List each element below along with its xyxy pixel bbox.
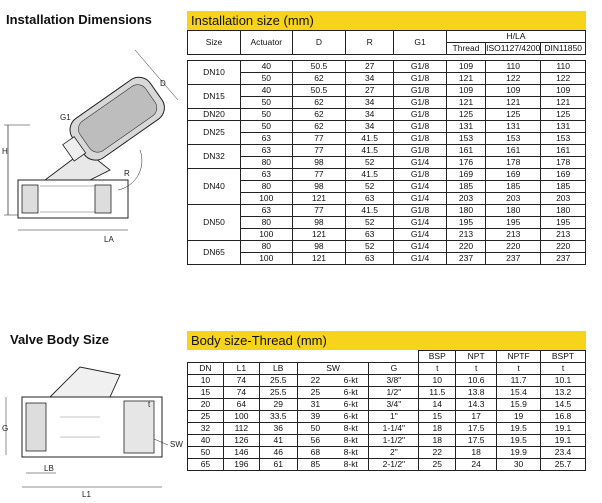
header-dn: DN	[188, 363, 224, 375]
size-cell: DN20	[188, 109, 241, 121]
table-cell: 161	[486, 145, 541, 157]
table-cell: 52	[346, 181, 394, 193]
table-cell: 122	[486, 73, 541, 85]
table-cell: 8-kt	[333, 423, 369, 435]
header-nptf: NPTF	[497, 351, 541, 363]
table-cell: 180	[541, 205, 586, 217]
table-cell: 63	[346, 229, 394, 241]
table-row	[188, 217, 586, 229]
header-g1: G1	[394, 31, 447, 55]
table-cell: 34	[346, 97, 394, 109]
table-row	[188, 109, 586, 121]
table-cell: 62	[292, 121, 346, 133]
table-cell: 153	[446, 133, 485, 145]
table-cell: 6-kt	[333, 411, 369, 423]
d-label: D	[160, 79, 166, 88]
table-cell: 185	[486, 181, 541, 193]
table-cell: 10	[419, 375, 456, 387]
table-cell: G1/8	[394, 85, 447, 97]
table-cell: G1/8	[394, 133, 447, 145]
table-cell: 11.5	[419, 387, 456, 399]
table-cell: 1-1/2"	[369, 435, 419, 447]
table-cell: 121	[292, 193, 346, 205]
table-cell: 121	[541, 97, 586, 109]
table-cell: 63	[240, 169, 292, 181]
table-cell: 203	[486, 193, 541, 205]
table-cell: 62	[292, 73, 346, 85]
table-cell: 50.5	[292, 85, 346, 97]
table-cell: G1/8	[394, 61, 447, 73]
table-cell: 68	[297, 447, 333, 459]
table-cell: 77	[292, 145, 346, 157]
table-row	[188, 229, 586, 241]
table-cell: 32	[188, 423, 224, 435]
table-cell: 25.5	[259, 375, 297, 387]
table-cell: 121	[486, 97, 541, 109]
table-cell: 18	[419, 423, 456, 435]
table-row	[188, 399, 586, 411]
l1-label: L1	[82, 490, 91, 499]
table-row	[188, 241, 586, 253]
table-cell: 196	[223, 459, 259, 471]
table-cell: 50	[240, 73, 292, 85]
header-lb: LB	[259, 363, 297, 375]
size-cell: DN25	[188, 121, 241, 145]
table-cell: 161	[446, 145, 485, 157]
header-t-nptf: t	[497, 363, 541, 375]
table-row	[188, 85, 586, 97]
table-cell: 41	[259, 435, 297, 447]
table-cell: 176	[446, 157, 485, 169]
table-cell: 109	[541, 85, 586, 97]
table-cell: G1/4	[394, 193, 447, 205]
table-cell: 34	[346, 73, 394, 85]
table-cell: 6-kt	[333, 399, 369, 411]
table-cell: 125	[446, 109, 485, 121]
header-size: Size	[188, 31, 241, 55]
header-t-npt: t	[456, 363, 497, 375]
table-cell: 41.5	[346, 169, 394, 181]
installation-drawing	[0, 30, 185, 245]
table-cell: 6-kt	[333, 375, 369, 387]
table-row	[188, 61, 586, 73]
table-cell: G1/4	[394, 181, 447, 193]
table-cell: 169	[486, 169, 541, 181]
table-cell: 195	[541, 217, 586, 229]
table-cell: 110	[486, 61, 541, 73]
valve-body-drawing	[0, 355, 185, 500]
table-cell: 1/2"	[369, 387, 419, 399]
table-row	[188, 253, 586, 265]
table-row	[188, 97, 586, 109]
table-cell: 50	[297, 423, 333, 435]
table-cell: 40	[188, 435, 224, 447]
table-cell: 19.1	[541, 435, 586, 447]
header-sw: SW	[297, 363, 369, 375]
header-bspt: BSPT	[541, 351, 586, 363]
table-cell: 22	[419, 447, 456, 459]
table-cell: 29	[259, 399, 297, 411]
header-r: R	[346, 31, 394, 55]
table-cell: 98	[292, 217, 346, 229]
table-cell: 13.2	[541, 387, 586, 399]
table-cell: 63	[346, 253, 394, 265]
table-cell: 169	[446, 169, 485, 181]
table-cell: 36	[259, 423, 297, 435]
table-cell: 10.1	[541, 375, 586, 387]
table-cell: 15	[188, 387, 224, 399]
table-cell: 10.6	[456, 375, 497, 387]
table-cell: 63	[346, 193, 394, 205]
table-cell: 63	[240, 205, 292, 217]
table-cell: 80	[240, 241, 292, 253]
t-label: t	[148, 400, 151, 409]
table-cell: 3/4"	[369, 399, 419, 411]
table-cell: 16.8	[541, 411, 586, 423]
table-cell: 25.5	[259, 387, 297, 399]
table-cell: 27	[346, 61, 394, 73]
table-cell: G1/4	[394, 229, 447, 241]
table-cell: 121	[292, 253, 346, 265]
table-row	[188, 435, 586, 447]
table-row	[188, 423, 586, 435]
table-row	[188, 193, 586, 205]
table-cell: G1/4	[394, 241, 447, 253]
table-cell: 50.5	[292, 61, 346, 73]
table-cell: 195	[446, 217, 485, 229]
installation-size-band: Installation size (mm)	[187, 11, 586, 30]
table-cell: 180	[446, 205, 485, 217]
header-actuator: Actuator	[240, 31, 292, 55]
table-row	[188, 157, 586, 169]
table-cell: 74	[223, 387, 259, 399]
table-cell: 109	[446, 61, 485, 73]
installation-size-table	[187, 30, 586, 265]
header-npt: NPT	[456, 351, 497, 363]
header-d: D	[292, 31, 346, 55]
table-cell: 25	[297, 387, 333, 399]
table-cell: 23.4	[541, 447, 586, 459]
table-cell: 34	[346, 121, 394, 133]
table-cell: 17.5	[456, 423, 497, 435]
table-cell: 46	[259, 447, 297, 459]
header-iso: ISO1127/4200	[486, 43, 541, 53]
header-g: G	[369, 363, 419, 375]
table-cell: G1/8	[394, 145, 447, 157]
table-cell: 50	[240, 97, 292, 109]
table-cell: 74	[223, 375, 259, 387]
table-cell: 185	[446, 181, 485, 193]
table-cell: 15.9	[497, 399, 541, 411]
table-cell: 50	[240, 109, 292, 121]
size-cell: DN15	[188, 85, 241, 109]
table-cell: 63	[240, 145, 292, 157]
h-label: H	[2, 147, 8, 156]
r-label: R	[124, 169, 130, 178]
table-cell: 63	[240, 133, 292, 145]
table-cell: 220	[486, 241, 541, 253]
table-cell: 125	[486, 109, 541, 121]
table-cell: 19.9	[497, 447, 541, 459]
table-cell: 17	[456, 411, 497, 423]
table-cell: 178	[486, 157, 541, 169]
header-bsp: BSP	[419, 351, 456, 363]
table-cell: G1/4	[394, 253, 447, 265]
table-cell: 100	[240, 253, 292, 265]
table-cell: 40	[240, 85, 292, 97]
la-label: LA	[104, 235, 114, 244]
table-row	[188, 73, 586, 85]
table-cell: 109	[446, 85, 485, 97]
g-label: G	[2, 424, 9, 433]
table-cell: 25	[188, 411, 224, 423]
table-cell: 19.5	[497, 435, 541, 447]
table-cell: 85	[297, 459, 333, 471]
size-cell: DN65	[188, 241, 241, 265]
table-row	[188, 411, 586, 423]
table-row	[188, 205, 586, 217]
table-cell: 31	[297, 399, 333, 411]
table-cell: 203	[446, 193, 485, 205]
table-row	[188, 133, 586, 145]
table-cell: 52	[346, 217, 394, 229]
table-cell: 10	[188, 375, 224, 387]
table-cell: 213	[446, 229, 485, 241]
table-row	[188, 459, 586, 471]
table-cell: 39	[297, 411, 333, 423]
table-cell: 18	[456, 447, 497, 459]
table-cell: 80	[240, 181, 292, 193]
table-cell: 98	[292, 157, 346, 169]
header-l1: L1	[223, 363, 259, 375]
table-cell: 77	[292, 133, 346, 145]
table-cell: 100	[240, 229, 292, 241]
table-cell: 41.5	[346, 133, 394, 145]
size-cell: DN10	[188, 61, 241, 85]
table-cell: 8-kt	[333, 447, 369, 459]
table-cell: 22	[297, 375, 333, 387]
table-cell: 185	[541, 181, 586, 193]
table-cell: 109	[486, 85, 541, 97]
table-cell: G1/8	[394, 109, 447, 121]
table-cell: 20	[188, 399, 224, 411]
table-cell: 3/8"	[369, 375, 419, 387]
table-row	[188, 181, 586, 193]
table-cell: 2"	[369, 447, 419, 459]
table-row	[188, 447, 586, 459]
table-cell: 100	[240, 193, 292, 205]
header-hla: H/LA	[446, 31, 585, 43]
table-cell: 153	[486, 133, 541, 145]
table-cell: 126	[223, 435, 259, 447]
table-cell: 110	[541, 61, 586, 73]
table-cell: 15	[419, 411, 456, 423]
table-cell: 146	[223, 447, 259, 459]
table-cell: 52	[346, 157, 394, 169]
table-cell: 161	[541, 145, 586, 157]
table-cell: 40	[240, 61, 292, 73]
size-cell: DN32	[188, 145, 241, 169]
table-cell: G1/8	[394, 169, 447, 181]
table-cell: 77	[292, 205, 346, 217]
table-cell: 2-1/2"	[369, 459, 419, 471]
table-cell: 77	[292, 169, 346, 181]
table-cell: 17.5	[456, 435, 497, 447]
table-cell: 6-kt	[333, 387, 369, 399]
table-row	[188, 121, 586, 133]
table-cell: 121	[446, 97, 485, 109]
table-cell: 15.4	[497, 387, 541, 399]
table-cell: 24	[456, 459, 497, 471]
header-din: DIN11850	[541, 43, 586, 55]
table-row	[188, 375, 586, 387]
table-cell: 34	[346, 109, 394, 121]
table-cell: 112	[223, 423, 259, 435]
table-cell: 41.5	[346, 205, 394, 217]
table-cell: 80	[240, 217, 292, 229]
body-size-band: Body size-Thread (mm)	[187, 331, 586, 350]
table-cell: G1/4	[394, 217, 447, 229]
table-cell: 50	[240, 121, 292, 133]
table-cell: 169	[541, 169, 586, 181]
size-cell: DN50	[188, 205, 241, 241]
sw-label: SW	[170, 440, 183, 449]
table-cell: 62	[292, 97, 346, 109]
table-cell: 50	[188, 447, 224, 459]
table-cell: 100	[223, 411, 259, 423]
body-size-table	[187, 350, 586, 471]
table-cell: 180	[486, 205, 541, 217]
table-cell: 220	[446, 241, 485, 253]
table-cell: 56	[297, 435, 333, 447]
table-cell: 65	[188, 459, 224, 471]
valve-body-size-title: Valve Body Size	[10, 332, 109, 347]
table-cell: 62	[292, 109, 346, 121]
table-cell: 131	[486, 121, 541, 133]
size-cell: DN40	[188, 169, 241, 205]
table-cell: 1"	[369, 411, 419, 423]
table-cell: G1/8	[394, 97, 447, 109]
table-cell: 98	[292, 241, 346, 253]
header-t-bspt: t	[541, 363, 586, 375]
table-cell: 13.8	[456, 387, 497, 399]
table-cell: 14	[419, 399, 456, 411]
table-cell: 125	[541, 109, 586, 121]
table-cell: G1/8	[394, 205, 447, 217]
table-cell: 25	[419, 459, 456, 471]
table-cell: 19.5	[497, 423, 541, 435]
header-t-bsp: t	[419, 363, 456, 375]
table-row	[188, 387, 586, 399]
table-cell: 18	[419, 435, 456, 447]
table-cell: G1/8	[394, 121, 447, 133]
table-cell: 213	[541, 229, 586, 241]
table-cell: 178	[541, 157, 586, 169]
table-cell: 220	[541, 241, 586, 253]
table-cell: 153	[541, 133, 586, 145]
table-cell: 52	[346, 241, 394, 253]
table-cell: 33.5	[259, 411, 297, 423]
table-cell: 203	[541, 193, 586, 205]
table-cell: 122	[541, 73, 586, 85]
table-cell: 61	[259, 459, 297, 471]
table-cell: 11.7	[497, 375, 541, 387]
table-cell: 19.1	[541, 423, 586, 435]
table-cell: 121	[292, 229, 346, 241]
table-cell: 8-kt	[333, 435, 369, 447]
table-row	[188, 145, 586, 157]
table-cell: 30	[497, 459, 541, 471]
table-cell: 121	[446, 73, 485, 85]
g1-label: G1	[60, 113, 71, 122]
table-cell: 80	[240, 157, 292, 169]
table-cell: 195	[486, 217, 541, 229]
table-cell: 19	[497, 411, 541, 423]
table-cell: 1-1/4"	[369, 423, 419, 435]
table-cell: 237	[446, 253, 485, 265]
table-cell: 237	[486, 253, 541, 265]
table-cell: 213	[486, 229, 541, 241]
table-cell: 14.5	[541, 399, 586, 411]
table-cell: 14.3	[456, 399, 497, 411]
table-row	[188, 169, 586, 181]
table-cell: 131	[541, 121, 586, 133]
lb-label: LB	[44, 464, 54, 473]
table-cell: G1/8	[394, 73, 447, 85]
table-cell: 8-kt	[333, 459, 369, 471]
table-cell: G1/4	[394, 157, 447, 169]
installation-dimensions-title: Installation Dimensions	[6, 12, 152, 27]
table-cell: 27	[346, 85, 394, 97]
table-cell: 25.7	[541, 459, 586, 471]
table-cell: 41.5	[346, 145, 394, 157]
table-cell: 131	[446, 121, 485, 133]
header-thread: Thread	[446, 43, 485, 55]
table-cell: 64	[223, 399, 259, 411]
table-cell: 98	[292, 181, 346, 193]
table-cell: 237	[541, 253, 586, 265]
